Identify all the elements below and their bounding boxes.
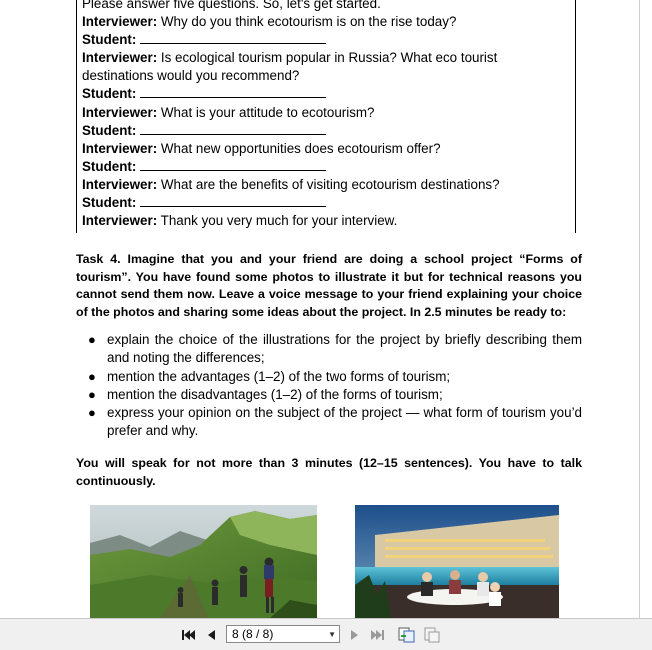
interview-intro: Please answer five questions. So, let's get started. xyxy=(82,0,381,11)
student-label: Student: xyxy=(82,122,137,138)
copy-pages-icon xyxy=(398,627,416,643)
list-item-text: mention the advantages (1–2) of the two forms of tourism; xyxy=(107,368,451,384)
student-line xyxy=(82,194,572,212)
bullet-icon: ● xyxy=(88,386,96,402)
bullet-icon: ● xyxy=(88,332,96,347)
interviewer-label: Interviewer: xyxy=(82,104,158,120)
list-item xyxy=(86,386,582,404)
question-text: What new opportunities does ecotourism offer? xyxy=(160,140,441,156)
question-text: Why do you think ecotourism is on the rise today? xyxy=(160,14,457,30)
answer-blank xyxy=(140,85,326,98)
student-line xyxy=(82,158,572,176)
interviewer-line xyxy=(82,140,572,158)
bullet-icon: ● xyxy=(88,405,96,421)
first-page-icon xyxy=(180,627,196,643)
list-item xyxy=(86,368,582,386)
list-item xyxy=(86,404,582,441)
interviewer-line xyxy=(82,13,572,31)
student-label: Student: xyxy=(82,32,137,48)
answer-blank xyxy=(140,158,326,171)
interviewer-label: Interviewer: xyxy=(82,50,158,66)
interviewer-label: Interviewer: xyxy=(82,14,158,30)
interviewer-label: Interviewer: xyxy=(82,140,158,156)
answer-blank xyxy=(140,194,326,207)
pdf-toolbar xyxy=(0,618,652,650)
question-continuation: destinations would you recommend? xyxy=(82,68,300,84)
list-item-text: mention the disadvantages (1–2) of the forms of tourism; xyxy=(107,386,443,402)
first-page-button[interactable] xyxy=(180,627,196,643)
student-line xyxy=(82,122,572,140)
question-text: What are the benefits of visiting ecotourism destinations? xyxy=(160,176,500,192)
student-line xyxy=(82,85,572,103)
photo-resort-hotel xyxy=(355,505,559,618)
interviewer-line xyxy=(82,104,572,122)
question-text: What is your attitude to ecotourism? xyxy=(160,104,375,120)
next-page-button[interactable] xyxy=(347,627,363,643)
question-text: Is ecological tourism popular in Russia? What eco tourist xyxy=(160,50,498,66)
export-pages-icon xyxy=(423,627,441,643)
chevron-down-icon: ▼ xyxy=(328,630,336,639)
answer-blank xyxy=(140,122,326,135)
bullet-icon: ● xyxy=(88,368,96,384)
student-label: Student: xyxy=(82,195,137,211)
task-heading: Task 4. Imagine that you and your friend are doing a school project “Forms of tourism”. You have found some photos to illustrate it but for technical reasons you cannot send them now. Leave a voice message to your friend explaining your choice of the photos and sharing some ideas about the project. In 2.5 minutes be ready to: xyxy=(76,252,582,319)
previous-page-button[interactable] xyxy=(203,627,219,643)
list-item xyxy=(86,331,582,368)
next-page-icon xyxy=(347,627,363,643)
last-page-icon xyxy=(370,627,386,643)
interviewer-line xyxy=(82,176,572,194)
previous-page-icon xyxy=(203,627,219,643)
copy-pages-button[interactable] xyxy=(398,627,414,643)
list-item-text: express your opinion on the subject of the project — what form of tourism you’d prefer and why. xyxy=(107,405,582,439)
page-indicator: 8 (8 / 8) xyxy=(232,627,274,641)
answer-blank xyxy=(140,31,326,44)
page-viewer-margin xyxy=(639,0,652,618)
interviewer-line xyxy=(82,212,572,230)
last-page-button[interactable] xyxy=(370,627,386,643)
closing-text: Thank you very much for your interview. xyxy=(160,213,398,229)
photo-mountain-hikers xyxy=(90,505,317,618)
interviewer-line xyxy=(82,49,572,67)
page-select-dropdown[interactable] xyxy=(226,625,340,643)
student-label: Student: xyxy=(82,86,137,102)
task-final-note: You will speak for not more than 3 minutes (12–15 sentences). You have to talk continuously. xyxy=(76,456,582,488)
list-item-text: explain the choice of the illustrations for the project by briefly describing them and noting the differences; xyxy=(107,332,582,366)
interview-dialogue xyxy=(82,0,572,230)
interviewer-label: Interviewer: xyxy=(82,213,158,229)
export-pages-button[interactable] xyxy=(423,627,439,643)
task-bullet-list xyxy=(86,331,582,441)
student-label: Student: xyxy=(82,158,137,174)
student-line xyxy=(82,31,572,49)
interviewer-label: Interviewer: xyxy=(82,176,158,192)
